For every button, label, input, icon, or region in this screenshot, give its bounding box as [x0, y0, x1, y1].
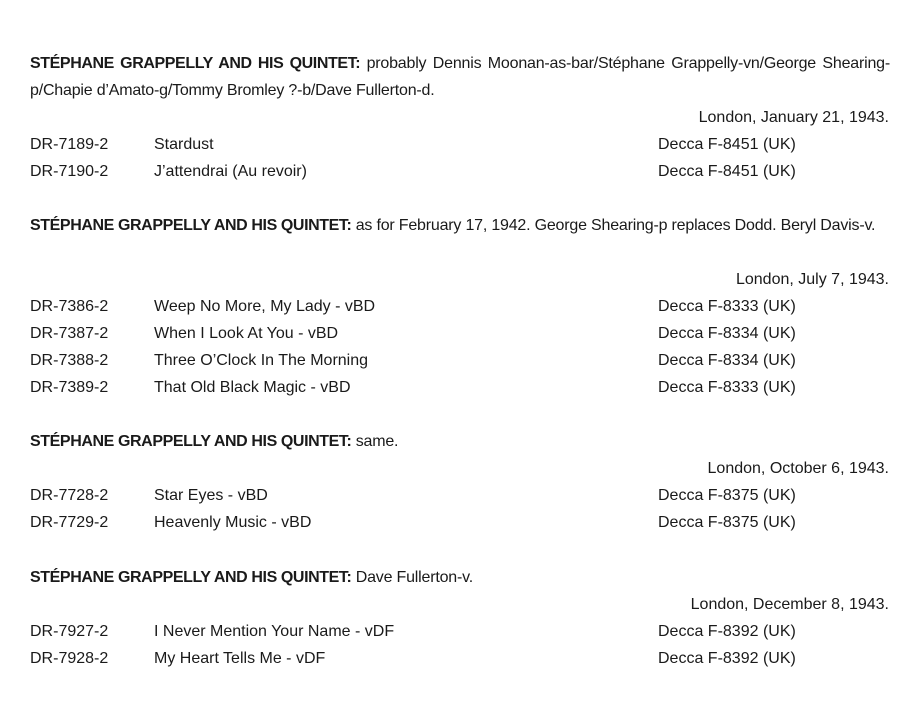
place-date: London, October 6, 1943.	[707, 460, 889, 477]
session-heading	[30, 564, 890, 591]
personnel: as for February 17, 1942. George Shearing-p replaces Dodd. Beryl Davis-v.	[351, 217, 876, 234]
band-name: STÉPHANE GRAPPELLY AND HIS QUINTET:	[30, 55, 361, 72]
issue-label: Decca F-8392 (UK)	[658, 650, 796, 667]
matrix-number: DR-7927-2	[30, 623, 109, 640]
track-row	[0, 374, 916, 401]
issue-label: Decca F-8334 (UK)	[658, 352, 796, 369]
track-row	[0, 482, 916, 509]
issue-label: Decca F-8451 (UK)	[658, 163, 796, 180]
track-row	[0, 293, 916, 320]
track-row	[0, 618, 916, 645]
matrix-number: DR-7729-2	[30, 514, 109, 531]
track-title: Heavenly Music - vBD	[154, 514, 312, 531]
personnel: same.	[351, 433, 399, 450]
track-title: My Heart Tells Me - vDF	[154, 650, 326, 667]
place-date: London, July 7, 1943.	[735, 271, 889, 288]
place-date: London, January 21, 1943.	[698, 109, 889, 126]
band-name: STÉPHANE GRAPPELLY AND HIS QUINTET:	[30, 433, 352, 450]
matrix-number: DR-7928-2	[30, 650, 109, 667]
matrix-number: DR-7386-2	[30, 298, 109, 315]
issue-label: Decca F-8375 (UK)	[658, 487, 796, 504]
personnel: probably Dennis Moonan-as-bar/Stéphane Grappelly-vn/George Shearing-p/Chapie d’Amato-g/Tommy Bromley ?-b/Dave Fullerton-d.	[30, 55, 890, 99]
track-row	[0, 158, 916, 185]
issue-label: Decca F-8334 (UK)	[658, 325, 796, 342]
band-name: STÉPHANE GRAPPELLY AND HIS QUINTET:	[30, 569, 352, 586]
session-heading	[30, 212, 890, 239]
matrix-number: DR-7190-2	[30, 163, 109, 180]
track-title: That Old Black Magic - vBD	[154, 379, 351, 396]
band-name: STÉPHANE GRAPPELLY AND HIS QUINTET:	[30, 217, 352, 234]
issue-label: Decca F-8451 (UK)	[658, 136, 796, 153]
track-title: Three O’Clock In The Morning	[154, 352, 369, 369]
session-heading	[30, 50, 890, 104]
track-row	[0, 509, 916, 536]
track-title: I Never Mention Your Name - vDF	[154, 623, 395, 640]
personnel: Dave Fullerton-v.	[351, 569, 473, 586]
track-row	[0, 645, 916, 672]
issue-label: Decca F-8333 (UK)	[658, 298, 796, 315]
track-title: Stardust	[154, 136, 214, 153]
issue-label: Decca F-8392 (UK)	[658, 623, 796, 640]
session-heading	[30, 428, 890, 455]
matrix-number: DR-7728-2	[30, 487, 109, 504]
track-row	[0, 131, 916, 158]
track-title: Weep No More, My Lady - vBD	[154, 298, 376, 315]
issue-label: Decca F-8333 (UK)	[658, 379, 796, 396]
track-title: J’attendrai (Au revoir)	[154, 163, 307, 180]
track-row	[0, 320, 916, 347]
issue-label: Decca F-8375 (UK)	[658, 514, 796, 531]
matrix-number: DR-7387-2	[30, 325, 109, 342]
matrix-number: DR-7189-2	[30, 136, 109, 153]
track-title: When I Look At You - vBD	[154, 325, 339, 342]
track-title: Star Eyes - vBD	[154, 487, 268, 504]
matrix-number: DR-7389-2	[30, 379, 109, 396]
track-row	[0, 347, 916, 374]
place-date: London, December 8, 1943.	[690, 596, 889, 613]
matrix-number: DR-7388-2	[30, 352, 109, 369]
